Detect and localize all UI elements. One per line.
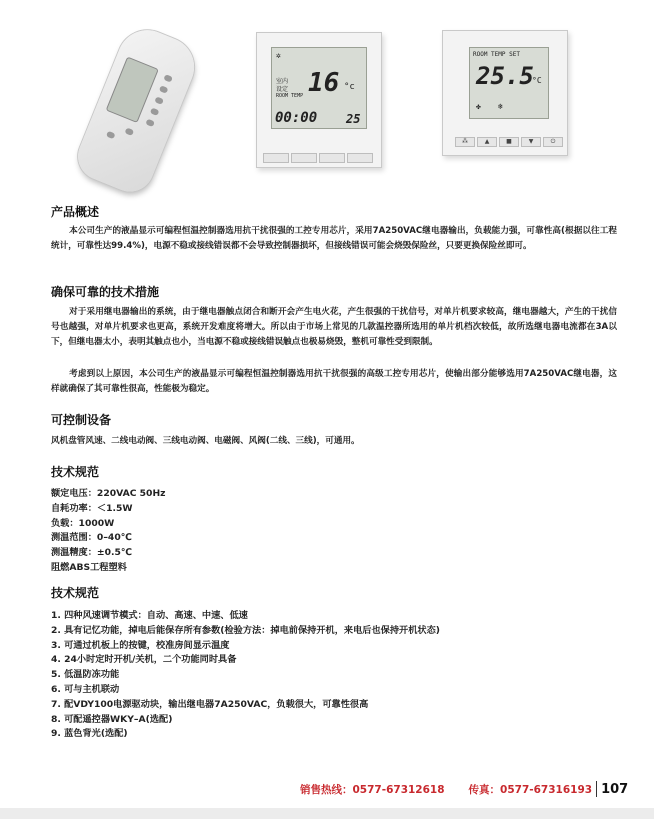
feature-item: 3. 可通过机板上的按键，校准房间显示温度: [51, 639, 230, 651]
reliability-paragraph-2: [51, 367, 617, 397]
features-heading: 技术规范: [51, 586, 100, 600]
remote-button: [163, 74, 173, 83]
snowflake-icon: ❄: [498, 102, 503, 111]
feature-item: 6. 可与主机联动: [51, 683, 120, 695]
devices-text: 风机盘管风速、二线电动阀、三线电动阀、电磁阀、风阀(二线、三线)，可通用。: [51, 436, 360, 446]
lcd-set-temp: 16: [308, 68, 340, 98]
reliability-text-1: 对于采用继电器输出的系统，由于继电器触点闭合和断开会产生电火花，产生很强的干扰信号，对单片机要求较高，继电器越大，产生的干扰信号也越强，对单片机要求也更高，系统开发难度将增大。所以由于市场上常见的几款温控器所选用的单片机档次较低，故所选继电器电流都在3A以下，但继电器太小，表明其触点也小，当电源不稳或接线错误触点也极易烧毁，整机可靠性受到限制。: [51, 307, 617, 347]
remote-button: [124, 127, 134, 136]
up-key: ▲: [477, 137, 497, 147]
product-images: [88, 22, 588, 182]
mode-key: ■: [499, 137, 519, 147]
feature-item: 1. 四种风速调节模式：自动、高速、中速、低速: [51, 610, 248, 621]
overview-paragraph: [51, 224, 617, 254]
feature-item: 9. 蓝色背光(选配): [51, 728, 128, 740]
spec-item: 自耗功率：＜1.5W: [51, 502, 133, 514]
feature-item: 4. 24小时定时开机/关机，二个功能同时具备: [51, 654, 237, 666]
remote-button: [106, 131, 116, 140]
reliability-text-2: 考虑到以上原因，本公司生产的液晶显示可编程恒温控制器选用抗干扰很强的高级工控专用芯片，使输出部分能够选用7A250VAC继电器，这样就确保了其可靠性很高，性能极为稳定。: [51, 369, 617, 394]
lcd-label-cn-1: 室内: [276, 78, 289, 85]
remote-button: [154, 96, 164, 105]
thermostat-1-keys: [263, 153, 373, 163]
sales-hotline: 销售热线：0577-67312618: [300, 783, 445, 796]
footer-divider: [596, 781, 597, 797]
spec-item: 测温范围：0–40℃: [51, 532, 132, 544]
fax-number: 传真：0577-67316193: [468, 783, 593, 796]
reliability-paragraph-1: [51, 305, 617, 350]
spec-item: 阻燃ABS工程塑料: [51, 561, 127, 573]
lcd-room-temp: 25: [346, 112, 361, 126]
fan-icon: ✲: [276, 51, 281, 60]
thermostat-lcd-image-2: [442, 30, 568, 156]
feature-item: 8. 可配遥控器WKY–A(选配): [51, 713, 173, 725]
remote-button: [159, 85, 169, 94]
remote-button: [150, 107, 160, 116]
fan-key: ⁂: [455, 137, 475, 147]
lcd-label-cn-2: 设定: [276, 86, 289, 93]
power-key: ⏻: [543, 137, 563, 147]
features-list: [51, 609, 440, 742]
overview-heading: 产品概述: [51, 205, 100, 219]
thermostat-key: [291, 153, 317, 163]
overview-text: 本公司生产的液晶显示可编程恒温控制器选用抗干扰很强的工控专用芯片，采用7A250VAC继电器输出，负载能力强，可靠性高(根据以往工程统计，可靠性达99.4%)，电源不稳或接线错误都不会导致控制器损坏，但接线错误可能会烧毁保险丝，只要更换保险丝即可。: [51, 226, 617, 251]
down-key: ▼: [521, 137, 541, 147]
thermostat-1-lcd: [271, 47, 367, 129]
lcd-time: 00:00: [275, 110, 318, 126]
lcd-label-room: ROOM TEMP: [276, 93, 304, 99]
remote-control-image: [71, 21, 203, 199]
spec-item: 测温精度：±0.5℃: [51, 547, 133, 559]
thermostat-lcd-image-1: [256, 32, 382, 168]
lcd-unit: °c: [344, 82, 355, 92]
remote-button: [145, 119, 155, 128]
specs-heading: 技术规范: [51, 465, 100, 479]
thermostat-key: [263, 153, 289, 163]
spec-item: 负载：1000W: [51, 517, 115, 529]
feature-item: 2. 具有记忆功能，掉电后能保存所有参数(检验方法：掉电前保持开机，来电后也保持开机状态): [51, 624, 440, 636]
lcd-label-room-temp-set: ROOM TEMP SET: [473, 51, 520, 58]
page-footer: [300, 780, 628, 798]
thermostat-key: [347, 153, 373, 163]
lcd-room-temp-2: 25.5: [476, 62, 534, 90]
feature-item: 5. 低温防冻功能: [51, 669, 120, 681]
spec-item: 额定电压：220VAC 50Hz: [51, 488, 166, 499]
devices-heading: 可控制设备: [51, 413, 112, 427]
specs-list: [51, 487, 165, 576]
bottom-strip: [0, 808, 654, 819]
thermostat-key: [319, 153, 345, 163]
thermostat-2-lcd: [469, 47, 549, 119]
page-number: 107: [601, 781, 629, 797]
lcd-unit-2: °C: [532, 76, 542, 85]
fan-icon: ✤: [476, 102, 481, 111]
feature-item: 7. 配VDY100电源驱动块，输出继电器7A250VAC，负载很大，可靠性很高: [51, 698, 369, 710]
thermostat-2-keys: [455, 137, 563, 147]
reliability-heading: 确保可靠的技术措施: [51, 285, 160, 299]
